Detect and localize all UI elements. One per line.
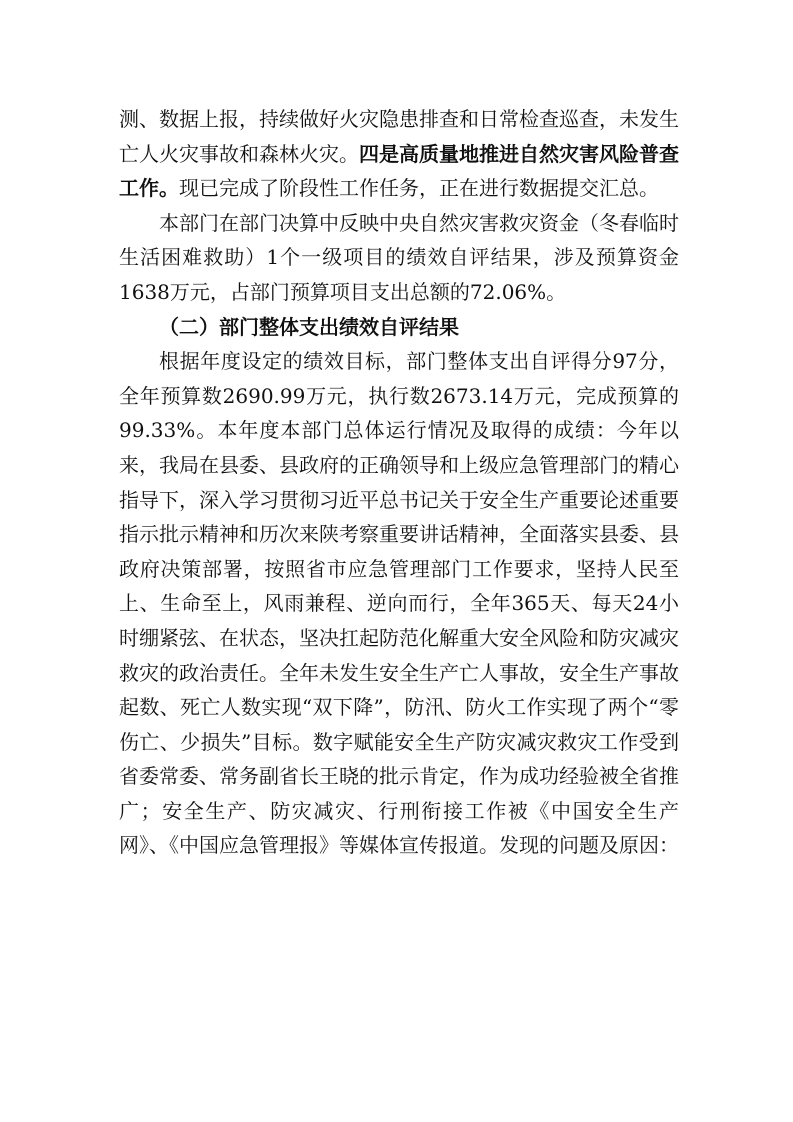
paragraph-project-evaluation: 本部门在部门决算中反映中央自然灾害救灾资金（冬春临时生活困难救助）1个一级项目的绩效自评结果，涉及预算资金1638万元，占部门预算项目支出总额的72.06%。 bbox=[119, 210, 679, 304]
paragraph-text: 测、数据上报，持续做好火灾隐患排查和日常检查巡查，未发生亡人火灾事故和森林火灾。 bbox=[119, 107, 679, 166]
paragraph-overall-evaluation: 根据年度设定的绩效目标，部门整体支出自评得分97分，全年预算数2690.99万元，执行数2673.14万元，完成预算的99.33%。本年度本部门总体运行情况及取得的成绩：今年以来，我局在县委、县政府的正确领导和上级应急管理部门的精心指导下，深入学习贯彻习近平总书记关于安全生产重要论述重要指示批示精神和历次来陕考察重要讲话精神，全面落实县委、县政府决策部署，按照省市应急管理部门工作要求，坚持人民至上、生命至上，风雨兼程、逆向而行，全年365天、每天24小时绷紧弦、在状态，坚决扛起防范化解重大安全风险和防灾减灾救灾的政治责任。全年未发生安全生产亡人事故，安全生产事故起数、死亡人数实现“双下降”，防汛、防火工作实现了两个“零伤亡、少损失”目标。数字赋能安全生产防灾减灾救灾工作受到省委常委、常务副省长王晓的批示肯定，作为成功经验被全省推广；安全生产、防灾减灾、行刑衔接工作被《中国安全生产网》、《中国应急管理报》等媒体宣传报道。发现的问题及原因： bbox=[119, 349, 679, 858]
paragraph-fire-safety bbox=[119, 102, 679, 206]
document-body bbox=[119, 102, 679, 863]
section-heading: （二）部门整体支出绩效自评结果 bbox=[159, 314, 459, 339]
paragraph-text: 现已完成了阶段性工作任务，正在进行数据提交汇总。 bbox=[179, 176, 659, 201]
bold-item-four: 四是高质量地推进自然灾害风险普查工作。 bbox=[119, 141, 679, 201]
